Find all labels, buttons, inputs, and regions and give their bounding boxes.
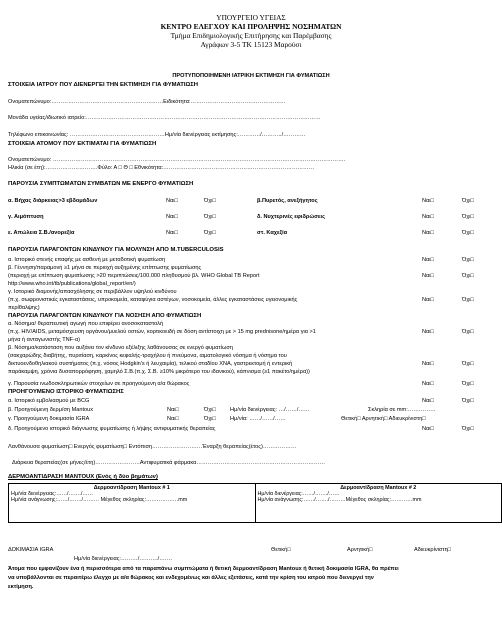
disease-b-yes[interactable]: Ναι□ [422, 361, 434, 367]
symptoms-section-heading: ΠΑΡΟΥΣΙΑ ΣΥΜΠΤΩΜΑΤΩΝ ΣΥΜΒΑΤΩΝ ΜΕ ΕΝΕΡΓΟ ΦΥΜΑΤΙΩΣΗ [8, 181, 194, 187]
mantoux-2-date-field[interactable]: Ημ/νία διενέργειας:……/……./…… [257, 491, 340, 497]
disease-b-detail-1: (σακχαρώδης διαβήτης, πυριτίαση, καρκίνος κεφαλής-τραχήλου ή πνεύμονα, αιματολογικό νόσημα ή νόσημα του [8, 353, 287, 359]
disease-a-label: α. Νόσημα/ θεραπευτική αγωγή που επιφέρει ανοσοκαταστολή [8, 321, 164, 327]
mantoux-1-cell [9, 484, 256, 523]
disease-c-label: γ. Παρουσία ινωδοσκληρωτικών στοιχείων σε προηγούμενη α/α θώρακος [8, 381, 190, 387]
disease-a-detail: (π.χ. HIV/AIDS, μεταμόσχευση οργάνου/μυελού οστών, κορτικοειδή σε δόση αντίστοιχη με > 15 mg prednisone/ημέρα για >1 [8, 329, 316, 335]
mantoux-2-reading-field[interactable]: Ημ/νία ανάγνωσης:……/……./………Μέγεθος σκληρίας:…………mm [257, 497, 422, 503]
history-d-label: δ. Προηγούμενο ιστορικό διάγνωσης φυματίωσης ή λήψης αντιφυματικής θεραπείας [8, 426, 216, 432]
mantoux-prev-induration-field[interactable]: Σκληρία σε mm:…………… [368, 407, 436, 413]
symptom-f-no[interactable]: Όχι□ [462, 230, 474, 236]
mantoux-2-cell [255, 484, 502, 523]
center-line: ΚΕΝΤΡΟ ΕΛΕΓΧΟΥ ΚΑΙ ΠΡΟΛΗΨΗΣ ΝΟΣΗΜΑΤΩΝ [160, 22, 342, 31]
disease-a-yes[interactable]: Ναι□ [422, 329, 434, 335]
history-c-no[interactable]: Όχι□ [204, 416, 216, 422]
infection-b-label: β. Γέννηση/παραμονή ≥1 μήνα σε περιοχή αυξημένης επίπτωσης φυματίωσης [8, 265, 202, 271]
symptom-b-no[interactable]: Όχι□ [462, 198, 474, 204]
symptom-a-label: α. Βήχας διάρκειας>3 εβδομάδων [8, 198, 98, 204]
igra-prev-date-field[interactable]: Ημ/νία: ……/……/…… [230, 416, 286, 422]
instruction-note-line-3: εκτίμηση. [8, 584, 34, 590]
history-d-no[interactable]: Όχι□ [462, 426, 474, 432]
mantoux-1-date-field[interactable]: Ημ/νία διενέργειας:……/……./…… [11, 491, 94, 497]
disease-c-no[interactable]: Όχι□ [462, 381, 474, 387]
disease-section-heading: ΠΑΡΟΥΣΙΑ ΠΑΡΑΓΟΝΤΩΝ ΚΙΝΔΥΝΟΥ ΓΙΑ ΝΟΣΗΣΗ ΑΠΟ ΦΥΜΑΤΙΩΣΗ [8, 313, 202, 319]
history-b-no[interactable]: Όχι□ [204, 407, 216, 413]
doctor-name-field[interactable]: Ονοματεπώνυμο:……………………………………………………Ειδικότητα:…………………………………………… [8, 99, 286, 105]
history-a-yes[interactable]: Ναι□ [422, 398, 434, 404]
instruction-note-line-1: Άτομα που εμφανίζουν ένα ή περισσότερα από τα παραπάνω συμπτώματα ή θετική δερμοαντίδραση Mantoux ή θετική δοκιμασία IGRA, θα πρέπει [8, 566, 399, 572]
mantoux-section-heading: ΔΕΡΜΟΑΝΤΙΔΡΑΣΗ MANTOUX (Ενός ή δύο βημάτων) [8, 474, 158, 480]
ministry-line: ΥΠΟΥΡΓΕΙΟ ΥΓΕΙΑΣ [216, 13, 286, 22]
igra-negative-option[interactable]: Αρνητική□ [347, 547, 373, 553]
person-section-heading: ΣΤΟΙΧΕΙΑ ΑΤΟΜΟΥ ΠΟΥ ΕΚΤΙΜΑΤΑΙ ΓΙΑ ΦΥΜΑΤΙΩΣΗ [8, 141, 157, 147]
symptom-d-yes[interactable]: Ναι□ [422, 214, 434, 220]
infection-a-label: α. Ιστορικό στενής επαφής με ασθενή με μεταδοτική φυματίωση [8, 257, 166, 263]
doctor-phone-field[interactable]: Τηλέφωνο επικοινωνίας: ……………………………………………Ημ/νία διενέργειας εκτίμησης:…………/………../………… [8, 132, 306, 138]
infection-b-no[interactable]: Όχι□ [462, 273, 474, 279]
symptom-f-yes[interactable]: Ναι□ [422, 230, 434, 236]
igra-prev-result-options[interactable]: Θετική□ Αρνητική□ Αδιευκρίνιστη□ [341, 416, 426, 422]
infection-b-detail: (περιοχή με επίπτωση φυματίωσης >20 περιπτώσεις/100.000 πληθυσμού βλ. WHO Global TB Report [8, 273, 260, 279]
infection-c-label: γ. Ιστορικό διαμονής/απασχόλησης σε περιβάλλον υψηλού κινδύνου [8, 289, 177, 295]
disease-b-detail-3: παράκαμψη, χρόνια δυσαπορρόφηση, χαμηλό Σ.Β.(π.χ. Σ.Β. ≥10% μικρότερο του ιδανικού), κάπνισμα (≥1 πακέτο/ημέρα)) [8, 369, 310, 375]
infection-section-heading: ΠΑΡΟΥΣΙΑ ΠΑΡΑΓΟΝΤΩΝ ΚΙΝΔΥΝΟΥ ΓΙΑ ΜΟΛΥΝΣΗ ΑΠΟ M.TUBERCULOSIS [8, 247, 224, 253]
symptom-e-yes[interactable]: Ναι□ [166, 230, 178, 236]
history-d-yes[interactable]: Ναι□ [422, 426, 434, 432]
igra-date-field[interactable]: Ημ/νία διενέργειας:………/………./……. [74, 556, 172, 562]
address-line: Αγράφων 3-5 ΤΚ 15123 Μαρούσι [200, 40, 302, 49]
mantoux-prev-date-field[interactable]: Ημ/νία διενέργειας: …/……/…… [230, 407, 310, 413]
doctor-section-heading: ΣΤΟΙΧΕΙΑ ΙΑΤΡΟΥ ΠΟΥ ΔΙΕΝΕΡΓΕΙ ΤΗΝ ΕΚΤΙΜΗΣΗ ΓΙΑ ΦΥΜΑΤΙΩΣΗ [8, 82, 199, 88]
mantoux-table [8, 483, 502, 523]
disease-b-label: β. Νόσημα/κατάσταση που αυξάνει τον κίνδυνο εξέλιξης λαθάνουσας σε ενεργό φυματίωση [8, 345, 233, 351]
symptom-f-label: στ. Καχεξία [257, 230, 288, 236]
department-line: Τμήμα Επιδημιολογικής Επιτήρησης και Παρέμβασης [170, 31, 332, 40]
doctor-unit-field[interactable]: Μονάδα υγείας/ιδιωτικό ιατρείο:……………………………………………………………………………………………………………… [8, 115, 321, 121]
symptom-c-yes[interactable]: Ναι□ [166, 214, 178, 220]
symptom-e-label: ε. Απώλεια Σ.Β./ανορεξία [8, 230, 75, 236]
latent-active-line[interactable]: Λανθάνουσα φυματίωση□ Ενεργός φυματίωση□ Εντόπιση………………………Έναρξη θεραπείας(έτος)……………… [8, 444, 297, 450]
history-section-heading: ΠΡΟΗΓΟΥΜΕΝΟ ΙΣΤΟΡΙΚΟ ΦΥΜΑΤΙΩΣΗΣ [8, 389, 124, 395]
history-a-no[interactable]: Όχι□ [462, 398, 474, 404]
person-name-field[interactable]: Ονοματεπώνυμο: …………………………………………………………………………………………………………………………………………. [8, 157, 346, 163]
infection-c-no[interactable]: Όχι□ [462, 297, 474, 303]
symptom-b-label: β.Πυρετός, ανεξήγητος [257, 198, 318, 204]
disease-a-detail-end: μήνα ή ανταγωνιστής TNF-α) [8, 337, 81, 343]
disease-b-detail-2: δικτυοενδοθηλιακού συστήματος (π.χ. νόσος Hodgkin's ή λευχαιμία), τελικού σταδίου ΧΝΑ, γαστρεκτομή ή εντερική [8, 361, 293, 367]
history-a-label: α. Ιστορικό εμβολιασμού με BCG [8, 398, 90, 404]
who-link[interactable]: http://www.who.int/tb/publications/global_report/en/) [8, 281, 136, 287]
igra-unclear-option[interactable]: Αδιευκρίνιστη□ [414, 547, 452, 553]
mantoux-1-reading-field[interactable]: Ημ/νία ανάγνωσης:……/……./……… Μέγεθος σκληρίας:………………mm [11, 497, 188, 503]
history-c-yes[interactable]: Ναι□ [167, 416, 179, 422]
disease-a-no[interactable]: Όχι□ [462, 329, 474, 335]
infection-a-yes[interactable]: Ναι□ [422, 257, 434, 263]
igra-positive-option[interactable]: Θετική□ [271, 547, 291, 553]
symptom-b-yes[interactable]: Ναι□ [422, 198, 434, 204]
mantoux-2-heading: Δερμοαντίδραση Mantoux # 2 [340, 485, 417, 491]
disease-c-yes[interactable]: Ναι□ [422, 381, 434, 387]
symptom-a-no[interactable]: Όχι□ [204, 198, 216, 204]
mantoux-1-heading: Δερμοαντίδραση Mantoux # 1 [93, 485, 170, 491]
infection-a-no[interactable]: Όχι□ [462, 257, 474, 263]
infection-c-detail-end: περίθαλψης) [8, 305, 40, 311]
history-c-label: γ. Προηγούμενη δοκιμασία IGRA [8, 416, 90, 422]
symptom-d-no[interactable]: Όχι□ [462, 214, 474, 220]
infection-b-yes[interactable]: Ναι□ [422, 273, 434, 279]
form-title: ΠΡΟΤΥΠΟΠΟΙΗΜΕΝΗ ΙΑΤΡΙΚΗ ΕΚΤΙΜΗΣΗ ΓΙΑ ΦΥΜΑΤΙΩΣΗ [172, 73, 330, 79]
symptom-e-no[interactable]: Όχι□ [204, 230, 216, 236]
disease-b-no[interactable]: Όχι□ [462, 361, 474, 367]
history-b-yes[interactable]: Ναι□ [167, 407, 179, 413]
symptom-c-no[interactable]: Όχι□ [204, 214, 216, 220]
infection-c-yes[interactable]: Ναι□ [422, 297, 434, 303]
igra-section-heading: ΔΟΚΙΜΑΣΙΑ IGRA [8, 547, 54, 553]
symptom-d-label: δ. Νυχτερινές εφιδρώσεις [257, 214, 326, 220]
infection-c-detail: (π.χ. σωφρονιστικές εγκαταστάσεις, υπροκομεία, καταφύγια αστέγων, νοσοκομεία, άλλες εγκαταστάσεις υγειονομικής [8, 297, 298, 303]
person-age-field[interactable]: Ηλικία (σε έτη):……………………….Φύλο: Α □ Θ □ Εθνικότητα:……………………………………………………………………… [8, 165, 315, 171]
symptom-c-label: γ. Αιμόπτυση [8, 214, 44, 220]
history-b-label: β. Προηγούμενη δερμ/ση Mantoux [8, 407, 94, 413]
instruction-note-line-2: να υποβάλλονται σε περαιτέρω έλεγχο με α/α θώρακος και ενδεχομένως και άλλες εξετάσεις, κατά την κρίση του ιατρού που διενεργεί την [8, 575, 374, 581]
symptom-a-yes[interactable]: Ναι□ [166, 198, 178, 204]
treatment-duration-line[interactable]: Διάρκεια θεραπείας(σε μήνες/έτη)……………………Αντιφυματικά φάρμακα…………………………………………………………… [12, 460, 326, 466]
